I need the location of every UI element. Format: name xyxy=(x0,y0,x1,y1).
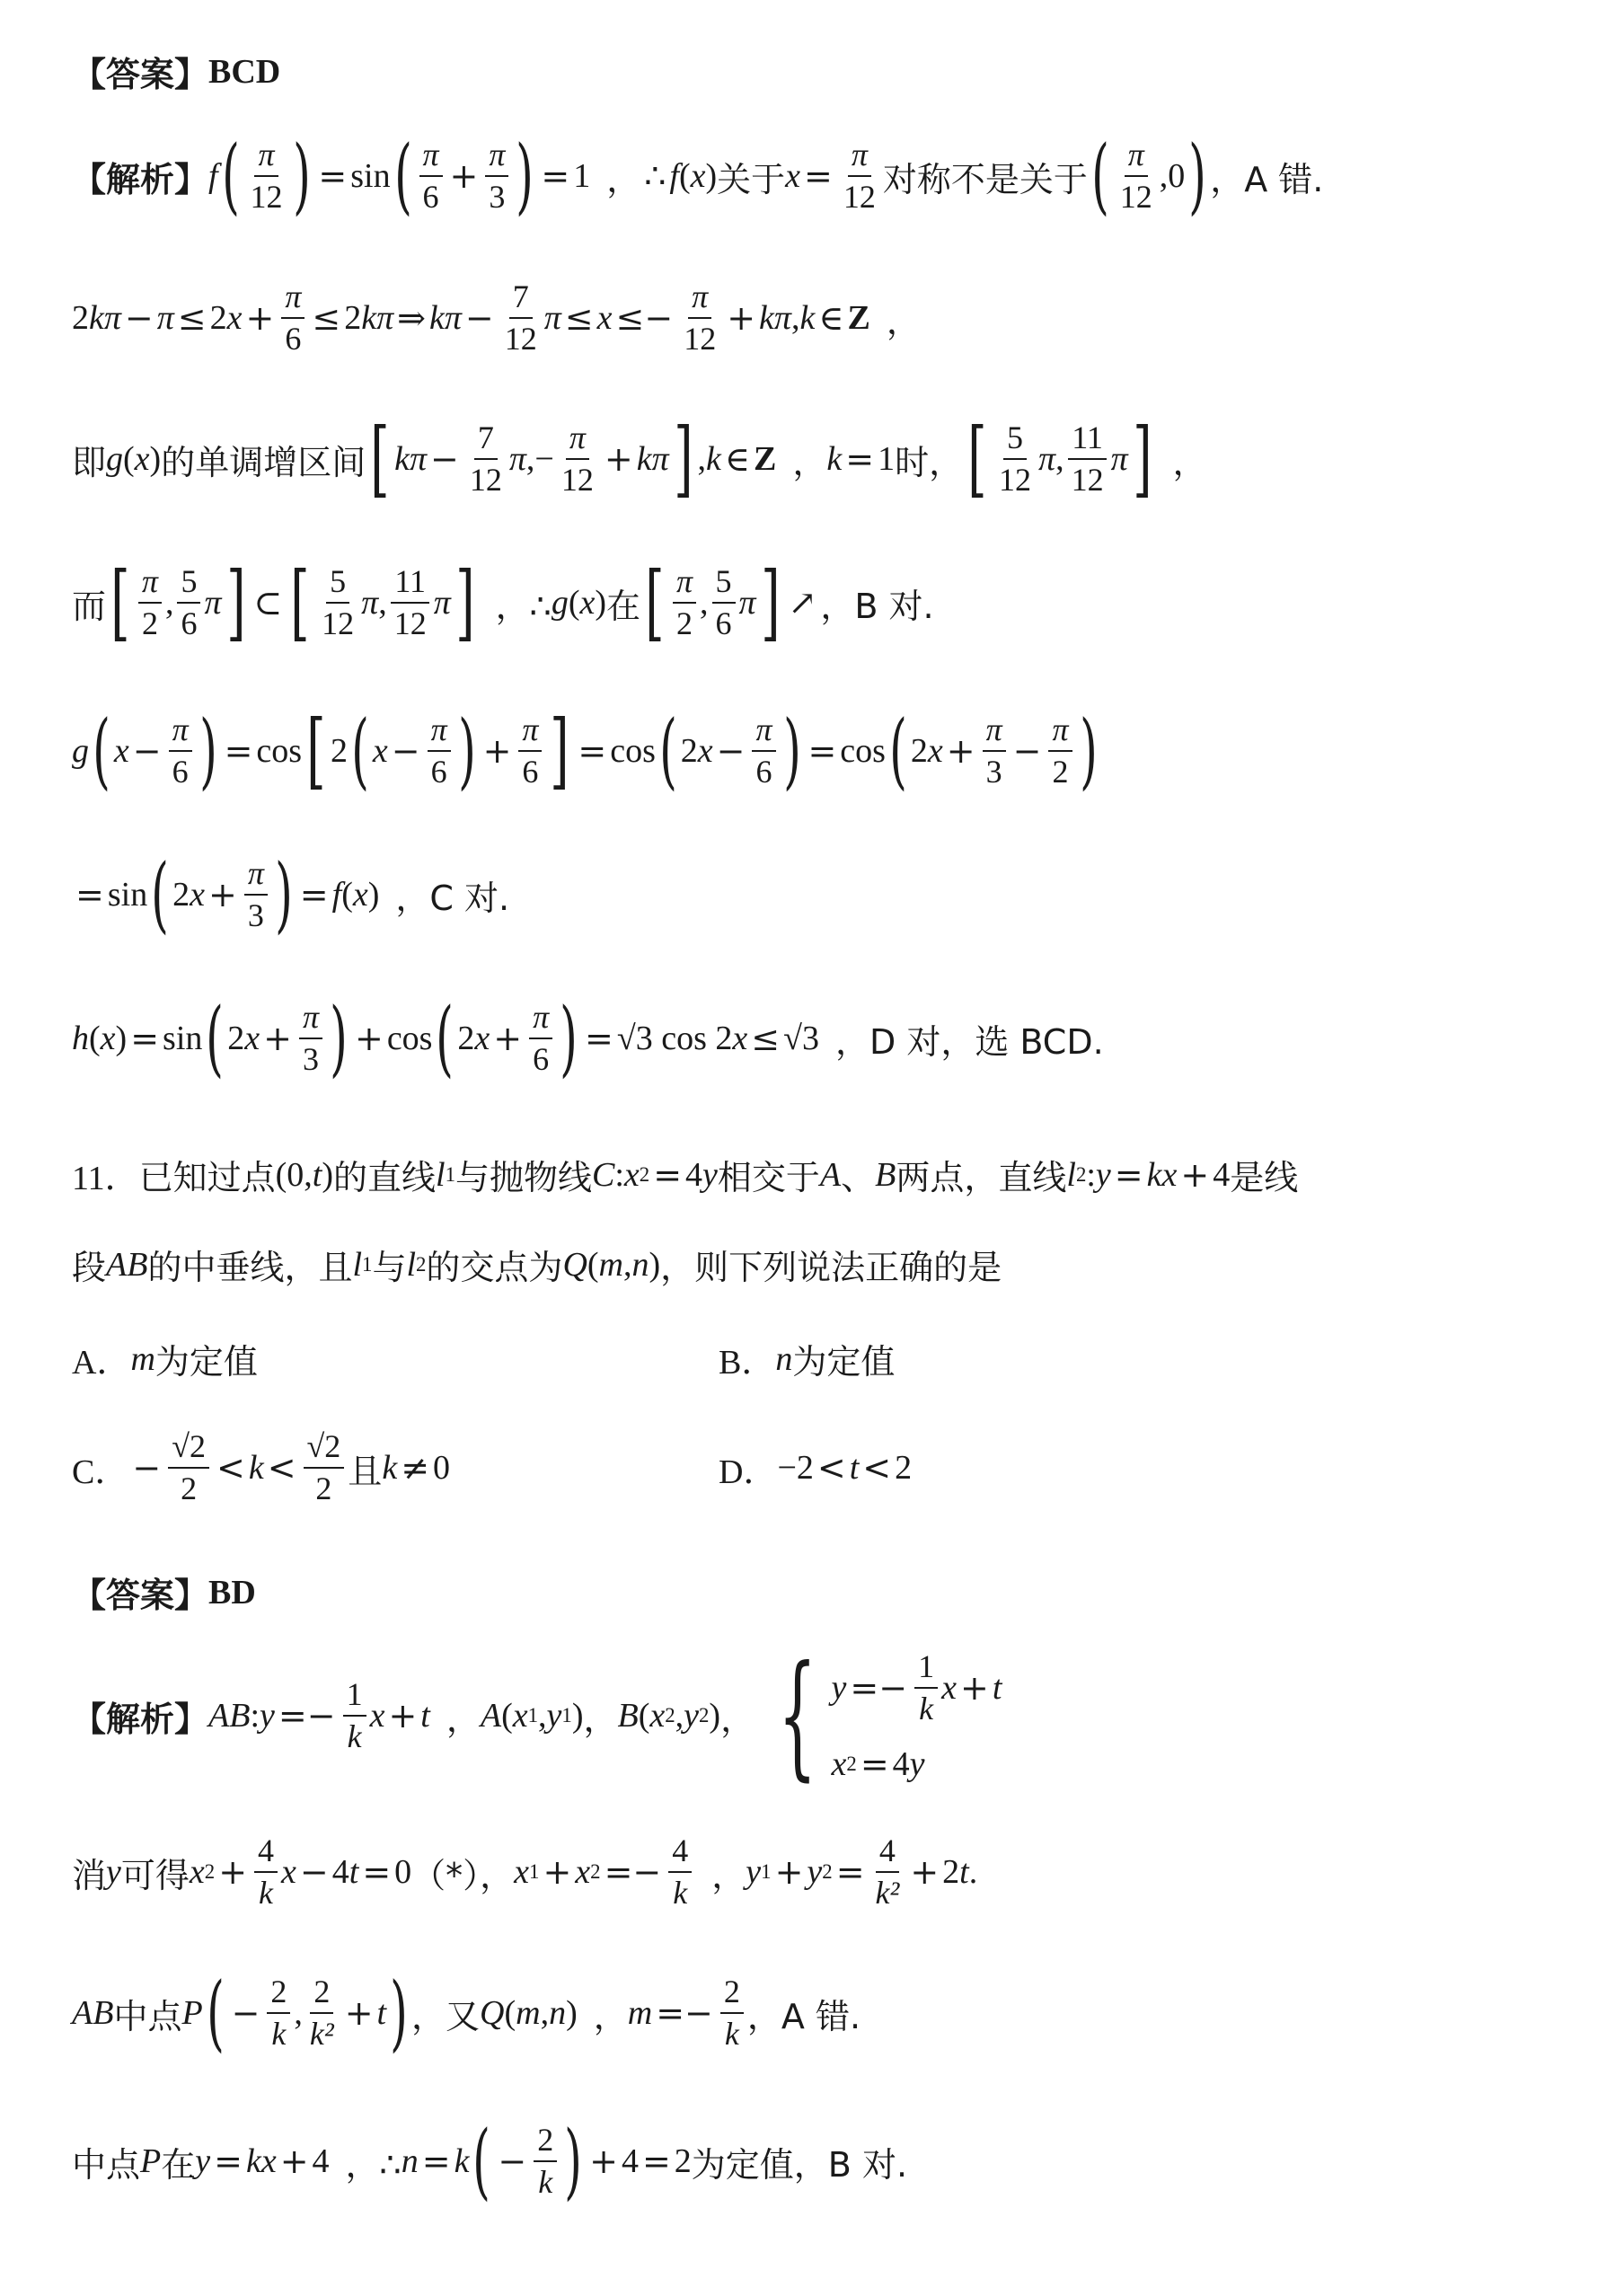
answer-label: 【答案】 xyxy=(72,55,209,94)
answer-label: 【答案】 xyxy=(72,1576,209,1615)
answer-line-1 xyxy=(72,47,1570,96)
analysis2-line-3: AB 中点 P ( − $\frac{2}{k}$ , $\frac{2}{\text{k²}}$ + t ) ，又 Q ( m , n ) ， m =− $\frac{2}{k}$ ，A 错. xyxy=(72,1965,861,2061)
equation-system: { y =− $\frac{1}{k}$ x + t x 2 = 4 y xyxy=(778,1638,1002,1795)
analysis2-line-1: 【解析】 AB : y =− $\frac{1}{k}$ x + t ， A ( x 1 , y 1 ) ， B ( x 2 , y 2 ) ， { y =− $\frac{1}{k}$ x + t x 2 = 4 y xyxy=(72,1638,1002,1795)
analysis-line-2: 2 kπ − π ≤ 2 x + $\frac{\pi}{6}$ ≤ 2 kπ ⇒ kπ − $\frac{7}{12}$ π ≤ x ≤− $\frac{\pi}{12}$ + kπ , k ∈ Z ， xyxy=(72,278,921,358)
question-11-line-2: 段 AB 的中垂线，且 l 1 与 l 2 的交点为 Q ( m , n ) ，则下列说法正确的是 xyxy=(72,1245,1002,1287)
analysis-line-7: h ( x ) = sin ( 2 x + $\frac{\pi}{3}$ ) + cos ( 2 x + $\frac{\pi}{6}$ ) = √3 cos 2 x ≤ √3 ，D 对，选 BCD. xyxy=(72,990,1104,1086)
analysis-label: 【解析】 xyxy=(72,1699,209,1739)
option-c: C． − $\frac{√2}{2}$ < k < $\frac{√2}{2}$ 且 k ≠ 0 xyxy=(72,1428,451,1507)
analysis-line-5: g ( x − $\frac{\pi}{6}$ ) = cos [ 2 ( x − $\frac{\pi}{6}$ ) + $\frac{\pi}{6}$ ] = cos ( 2 x − $\frac{\pi}{6}$ ) = cos ( 2 x + $\frac{\pi}{3}$ − $\frac{\pi}{2}$ ) xyxy=(72,702,1098,799)
analysis-line-6: = sin ( 2 x + $\frac{\pi}{3}$ ) = f ( x ) ，C 对. xyxy=(75,846,510,942)
options-ab xyxy=(72,1334,1570,1383)
analysis2-line-4: 中点 P 在 y = kx + 4 ，∴ n = k ( − $\frac{2}{k}$ ) + 4 = 2 为定值，B 对. xyxy=(72,2113,908,2209)
analysis2-line-2: 消 y 可得 x 2 + $\frac{4}{k}$ x − 4 t = 0 （*）， x 1 + x 2 =− $\frac{4}{k}$ ， y 1 + y 2 = $\frac{4}{\text{k²}}$ + 2 t . xyxy=(72,1832,978,1912)
options-cd xyxy=(72,1428,1570,1508)
answer-value: BCD xyxy=(208,52,281,91)
option-a: A． m 为定值 xyxy=(72,1339,258,1382)
analysis-label: 【解析】 xyxy=(72,159,209,199)
option-d: D． −2 < t < 2 xyxy=(719,1448,913,1491)
analysis-line-4: 而 [ $\frac{\pi}{2}$ , $\frac{5}{6}$ π ] ⊂ [ $\frac{5}{12}$ π , $\frac{11}{12}$ π ] ，∴ g ( x ) 在 [ $\frac{\pi}{2}$ , $\frac{5}{6}$ π ] ↗ ，B 对. xyxy=(72,554,934,650)
question-11-line-1: 11． 已知过点 (0, t ) 的直线 l 1 与抛物线 C : x 2 = 4 y 相交于 A 、 B 两点，直线 l 2 : y = kx + 4 是线 xyxy=(72,1154,1299,1197)
option-b: B． n 为定值 xyxy=(719,1339,896,1382)
analysis-line-3: 即 g ( x ) 的单调增区间 [ kπ − $\frac{7}{12}$ π ,− $\frac{\pi}{12}$ + kπ ] , k ∈ Z ， k = 1 时， [ $\frac{5}{12}$ π , $\frac{11}{12}$ π ] ， xyxy=(72,411,1207,507)
analysis-line-1: 【解析】 f ( $\frac{\pi}{12}$ ) = sin ( $\frac{\pi}{6}$ + $\frac{\pi}{3}$ ) = 1 ， ∴ f ( x ) 关于 x = $\frac{\pi}{12}$ 对称不是关于 ( $\frac{\pi}{12}$ ,0 ) ，A 错. xyxy=(72,128,1324,224)
answer-value: BD xyxy=(208,1573,256,1612)
answer-line-2 xyxy=(72,1567,1570,1617)
